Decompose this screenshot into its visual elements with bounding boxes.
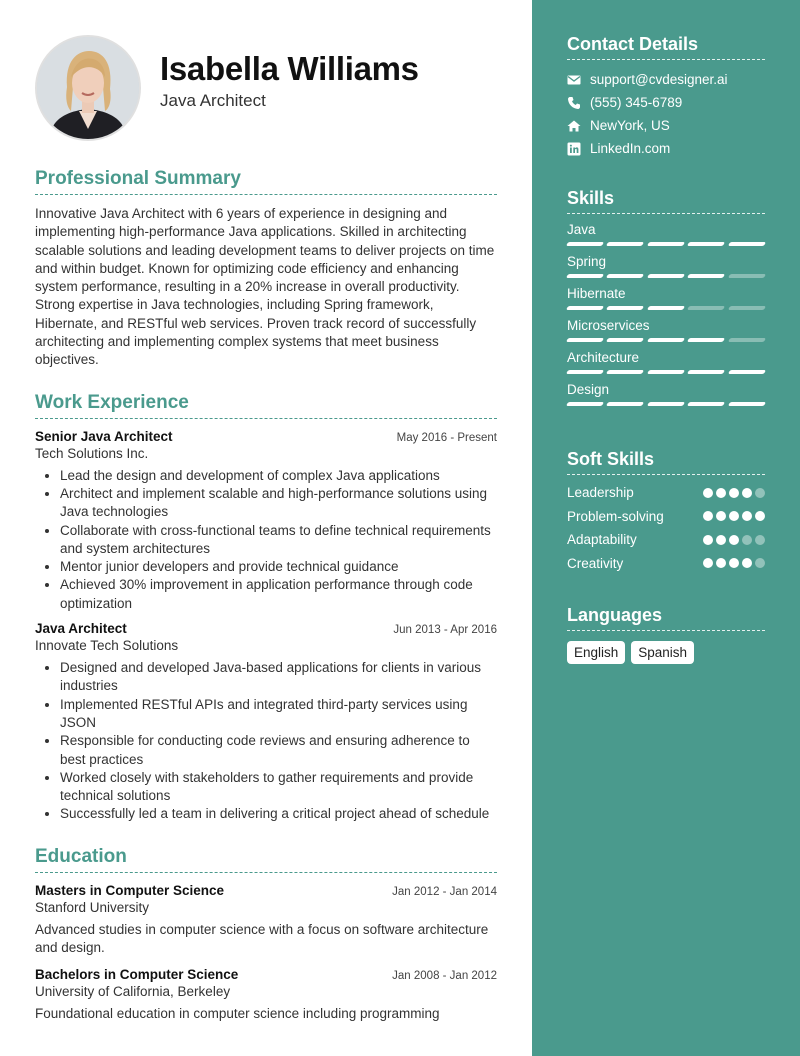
skill-level-segment [606, 370, 645, 374]
rating-dot [729, 558, 739, 568]
skill-level-segment [606, 242, 645, 246]
skill-name: Microservices [567, 318, 650, 333]
skill-level-bar [567, 274, 765, 278]
skills-list [567, 222, 765, 406]
edu-description: Foundational education in computer science including programming [35, 1006, 440, 1022]
skill-level-segment [566, 402, 605, 406]
school: Stanford University [35, 899, 150, 915]
skill-level-bar [567, 402, 765, 406]
education-entry [35, 967, 497, 1023]
skill-level-segment [566, 338, 605, 342]
soft-skill-rating [703, 511, 765, 521]
skill-level-bar [567, 338, 765, 342]
soft-skill-item [567, 528, 765, 552]
skill-name: Java [567, 222, 596, 237]
job-company: Innovate Tech Solutions [35, 638, 179, 654]
list-item: • Lead the design and development of complex Java applications [60, 467, 497, 485]
school: University of California, Berkeley [35, 984, 231, 1000]
skill-level-segment [727, 274, 766, 278]
degree: Bachelors in Computer Science [35, 967, 239, 983]
rating-dot [703, 511, 713, 521]
skill-item [567, 286, 765, 310]
skill-name: Architecture [567, 350, 640, 365]
soft-skill-item [567, 552, 765, 576]
list-item: • Collaborate with cross-functional teams to define technical requirements and system architectures [60, 522, 497, 559]
home-icon [567, 119, 581, 133]
contact-email[interactable] [567, 68, 765, 91]
envelope-icon [567, 73, 581, 87]
skill-level-segment [566, 242, 605, 246]
list-item: • Architect and implement scalable and high-performance solutions using Java technologies [60, 485, 497, 522]
skill-level-bar [567, 306, 765, 310]
experience-heading: Work Experience [35, 392, 497, 419]
job-entry [35, 621, 497, 824]
soft-skills-heading: Soft Skills [567, 449, 765, 475]
job-company: Tech Solutions Inc. [35, 445, 149, 461]
soft-skill-item [567, 481, 765, 505]
list-item: • Achieved 30% improvement in application performance through code optimization [60, 576, 497, 613]
experience-section [35, 392, 497, 824]
education-entry [35, 883, 497, 958]
soft-skills-section [567, 449, 765, 575]
linkedin-text: LinkedIn.com [590, 141, 671, 156]
rating-dot [716, 558, 726, 568]
sidebar [532, 0, 800, 1056]
languages-heading: Languages [567, 605, 765, 631]
linkedin-icon [567, 142, 581, 156]
skill-item [567, 350, 765, 374]
language-tag: English [567, 641, 625, 664]
skill-level-segment [687, 242, 726, 246]
rating-dot [716, 511, 726, 521]
skill-name: Design [567, 382, 610, 397]
contact-section [567, 34, 765, 160]
job-bullets [35, 659, 497, 824]
contact-phone[interactable] [567, 91, 765, 114]
rating-dot [716, 535, 726, 545]
soft-skill-item [567, 505, 765, 529]
rating-dot [716, 488, 726, 498]
rating-dot [703, 535, 713, 545]
skill-level-segment [687, 338, 726, 342]
phone-icon [567, 96, 581, 110]
skill-level-segment [647, 402, 686, 406]
edu-description: Advanced studies in computer science with a focus on software architecture and design. [35, 921, 489, 956]
contact-heading: Contact Details [567, 34, 765, 60]
rating-dot [729, 488, 739, 498]
list-item: • Worked closely with stakeholders to gather requirements and provide technical solutions [60, 769, 497, 806]
rating-dot [755, 535, 765, 545]
skill-item [567, 382, 765, 406]
job-entry [35, 429, 497, 613]
skill-level-segment [687, 370, 726, 374]
candidate-name: Isabella Williams [160, 50, 419, 87]
job-dates: May 2016 - Present [396, 431, 497, 444]
skill-item [567, 254, 765, 278]
rating-dot [742, 535, 752, 545]
rating-dot [729, 535, 739, 545]
job-dates: Jun 2013 - Apr 2016 [393, 624, 497, 637]
rating-dot [742, 511, 752, 521]
languages-list [567, 641, 765, 664]
edu-dates: Jan 2008 - Jan 2012 [392, 970, 497, 983]
skill-level-segment [606, 402, 645, 406]
education-section [35, 846, 497, 1024]
soft-skill-name: Adaptability [567, 532, 637, 548]
skill-level-segment [606, 338, 645, 342]
email-text: support@cvdesigner.ai [590, 72, 728, 87]
edu-dates: Jan 2012 - Jan 2014 [392, 885, 497, 898]
soft-skill-rating [703, 558, 765, 568]
skill-level-segment [727, 370, 766, 374]
skill-level-bar [567, 242, 765, 246]
location-text: NewYork, US [590, 118, 670, 133]
rating-dot [729, 511, 739, 521]
summary-text: Innovative Java Architect with 6 years of experience in designing and implementing high-performance Java applications. Skilled in architecting scalable solutions and leading development teams to deliver projects on time and within budget. Known for optimizing code efficiency and enhancing system performance, resulting in a 20% increase in overall productivity. Strong expertise in Java technologies, including Spring framework, Hibernate, and RESTful web services. Proven track record of successfully architecting and implementing complex systems that meet business objectives. [35, 206, 495, 368]
soft-skill-rating [703, 535, 765, 545]
soft-skill-name: Creativity [567, 555, 624, 571]
skill-level-segment [727, 242, 766, 246]
avatar [35, 35, 141, 141]
rating-dot [755, 511, 765, 521]
skill-level-segment [566, 370, 605, 374]
contact-location [567, 114, 765, 137]
list-item: • Implemented RESTful APIs and integrated third-party services using JSON [60, 696, 497, 733]
rating-dot [755, 488, 765, 498]
soft-skills-list [567, 481, 765, 575]
job-role: Senior Java Architect [35, 428, 173, 444]
skill-level-segment [647, 242, 686, 246]
list-item: • Successfully led a team in delivering a critical project ahead of schedule [60, 805, 497, 823]
skill-level-segment [647, 370, 686, 374]
skill-name: Hibernate [567, 286, 626, 301]
job-role: Java Architect [35, 621, 127, 637]
skills-section [567, 188, 765, 406]
soft-skill-rating [703, 488, 765, 498]
skill-level-segment [687, 306, 726, 310]
skill-level-segment [647, 274, 686, 278]
skill-item [567, 318, 765, 342]
degree: Masters in Computer Science [35, 882, 225, 898]
candidate-title: Java Architect [160, 91, 266, 110]
skill-level-segment [727, 402, 766, 406]
languages-section [567, 605, 765, 664]
rating-dot [703, 558, 713, 568]
rating-dot [742, 558, 752, 568]
skill-name: Spring [567, 254, 607, 269]
skill-level-segment [566, 274, 605, 278]
phone-text: (555) 345-6789 [590, 95, 683, 110]
skill-level-segment [727, 338, 766, 342]
education-heading: Education [35, 846, 497, 873]
skills-heading: Skills [567, 188, 765, 214]
skill-item [567, 222, 765, 246]
list-item: • Responsible for conducting code reviews and ensuring adherence to best practices [60, 732, 497, 769]
skill-level-bar [567, 370, 765, 374]
skill-level-segment [647, 338, 686, 342]
profile-photo [37, 37, 139, 139]
skill-level-segment [647, 306, 686, 310]
summary-heading: Professional Summary [35, 168, 497, 195]
skill-level-segment [687, 274, 726, 278]
rating-dot [703, 488, 713, 498]
skill-level-segment [606, 274, 645, 278]
contact-linkedin[interactable] [567, 137, 765, 160]
skill-level-segment [566, 306, 605, 310]
language-tag: Spanish [631, 641, 694, 664]
list-item: • Mentor junior developers and provide technical guidance [60, 558, 497, 576]
job-bullets [35, 467, 497, 613]
rating-dot [742, 488, 752, 498]
main-content [35, 168, 497, 1046]
rating-dot [755, 558, 765, 568]
soft-skill-name: Leadership [567, 485, 634, 501]
summary-section [35, 168, 497, 370]
skill-level-segment [606, 306, 645, 310]
list-item: • Designed and developed Java-based applications for clients in various industries [60, 659, 497, 696]
soft-skill-name: Problem-solving [567, 508, 664, 524]
skill-level-segment [687, 402, 726, 406]
skill-level-segment [727, 306, 766, 310]
